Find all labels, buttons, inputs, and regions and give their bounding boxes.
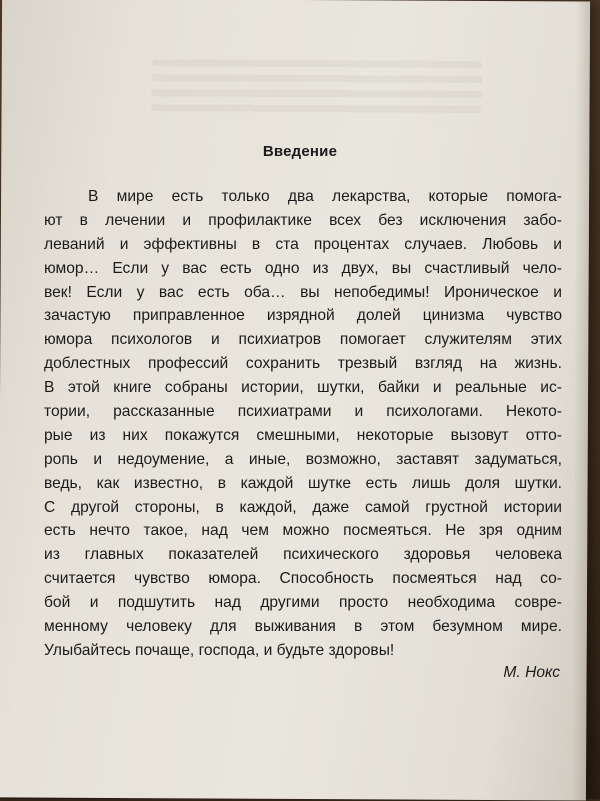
body-line: С другой стороны, в каждой, даже самой грустной истории	[44, 498, 562, 516]
show-through-text	[151, 59, 481, 121]
body-line: В мире есть только два лекарства, которые помога-	[88, 188, 562, 205]
body-line: ведь, как известно, в каждой шутке есть лишь доля шутки.	[44, 474, 562, 492]
body-line: юмора психологов и психиатров помогает служителям этих	[44, 331, 562, 349]
body-line: зачастую приправленное изрядной долей цинизма чувство	[44, 307, 562, 325]
body-line: юмор… Если у вас есть одно из двух, вы счастливый чело-	[44, 259, 562, 277]
body-line: считается чувство юмора. Способность посмеяться над со-	[44, 570, 562, 588]
body-line: тории, рассказанные психиатрами и психологами. Некото-	[44, 403, 562, 421]
page-title: Введение	[262, 143, 338, 160]
body-line: есть нечто такое, над чем можно посмеяться. Не зря одним	[44, 522, 562, 540]
body-line: менному человеку для выживания в этом безумном мире.	[44, 618, 562, 636]
body-line: бой и подшутить над другими просто необходима совре-	[44, 594, 562, 612]
body-paragraph	[44, 185, 562, 663]
body-line: из главных показателей психического здоровья человека	[44, 546, 562, 564]
body-line: рые из них покажутся смешными, некоторые вызовут отто-	[44, 426, 562, 444]
body-line: Улыбайтесь почаще, господа, и будьте здоровы!	[44, 641, 395, 659]
body-line: ют в лечении и профилактике всех без исключения забо-	[44, 211, 562, 229]
body-line: леваний и эффективны в ста процентах случаев. Любовь и	[44, 235, 562, 253]
body-line: доблестных профессий сохранить трезвый взгляд на жизнь.	[44, 355, 562, 373]
body-line: век! Если у вас есть оба… вы непобедимы! Ироническое и	[44, 283, 562, 301]
author-signature: М. Нокс	[503, 664, 560, 681]
body-line: ропь и недоумение, а иные, возможно, заставят задуматься,	[44, 450, 562, 468]
body-line: В этой книге собраны истории, шутки, байки и реальные ис-	[44, 379, 562, 397]
